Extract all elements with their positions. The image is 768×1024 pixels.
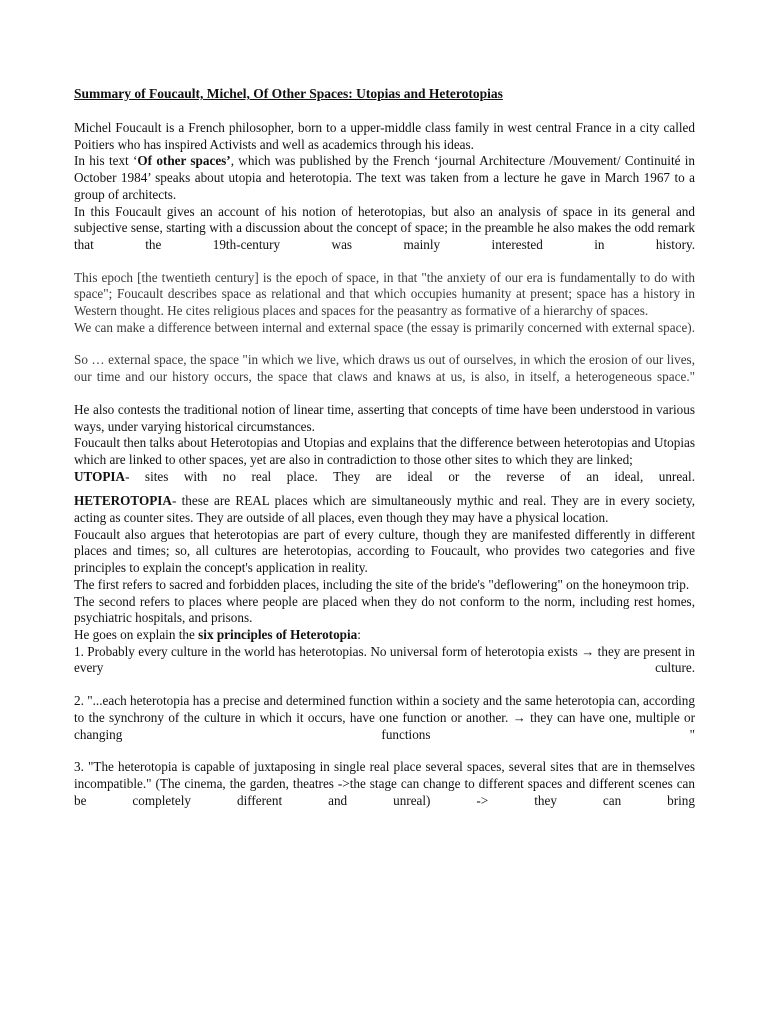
utopia-term: UTOPIA (74, 468, 126, 484)
document-title: Summary of Foucault, Michel, Of Other Spaces: Utopias and Heterotopias (74, 86, 503, 101)
text-run: : (357, 626, 361, 642)
paragraph-internal-external: We can make a difference between internal and external space (the essay is primarily concerned with external space). (74, 319, 695, 335)
text-bold: Of other spaces’ (137, 153, 231, 169)
principle-1: 1. Probably every culture in the world has heterotopias. No universal form of heterotopia exists → they are present in every culture. (74, 643, 695, 676)
paragraph-text-info (74, 153, 695, 203)
paragraph-heterotopias-utopias: Foucault then talks about Heterotopias and Utopias and explains that the difference between heterotopias and Utopias which are linked to other spaces, yet are also in contradiction to those other sites to which they are linked; (74, 435, 695, 467)
principle-3: 3. "The heterotopia is capable of juxtaposing in single real place several spaces, several sites that are in themselves incompatible." (The cinema, the garden, theatres ->the stage can change to different spaces and different scenes can be completely different and unreal) -> they can bring (74, 759, 695, 808)
text-bold: six principles of Heterotopia (198, 626, 358, 642)
paragraph-six-principles (74, 627, 695, 644)
text-run: In his text ‘ (74, 153, 138, 169)
paragraph-linear-time: He also contests the traditional notion of linear time, asserting that concepts of time have been understood in various ways, under varying historical circumstances. (74, 401, 695, 434)
text-run: , which was published by the French ‘journal Architecture /Mouvement/ Continuité in October 1984’ speaks about utopia and heterotopia. The text was taken from a lecture he gave in March 1967 to a group of architects. (74, 153, 695, 202)
text-run: - sites with no real place. They are ideal or the reverse of an ideal, unreal. (125, 468, 695, 484)
paragraph-every-culture: Foucault also argues that heterotopias are part of every culture, though they are manifested differently in different places and times; so, all cultures are heterotopias, according to Foucault, who provides two categories and five principles to explain the concept's application in reality. (74, 526, 695, 576)
text-run: He goes on explain the (74, 626, 199, 642)
paragraph-utopia (74, 469, 695, 486)
principle-2: 2. "...each heterotopia has a precise and determined function within a society and the same heterotopia can, according to the synchrony of the culture in which it occurs, have one function or another. → they can have one, multiple or changing functions " (74, 693, 695, 742)
paragraph-epoch: This epoch [the twentieth century] is the epoch of space, in that "the anxiety of our era is fundamentally to do with space"; Foucault describes space as relational and that which occupies humanity at present; space has a history in Western thought. He cites religious places and spaces for the peasantry as formative of a hierarchy of spaces. (74, 269, 695, 319)
paragraph-account: In this Foucault gives an account of his notion of heterotopias, but also an analysis of space in its general and subjective sense, starting with a discussion about the concept of space; in the preamble he also makes the odd remark that the 19th-century was mainly interested in history. (74, 203, 695, 252)
heterotopia-term: HETEROTOPIA (74, 493, 172, 509)
paragraph-external-space: So … external space, the space "in which we live, which draws us out of ourselves, in which the erosion of our lives, our time and our history occurs, the space that claws and knaws at us, is also, in itself, a heterogeneous space." (74, 352, 695, 385)
paragraph-heterotopia (74, 493, 695, 526)
paragraph-first-category: The first refers to sacred and forbidden places, including the site of the bride's "deflowering" on the honeymoon trip. (74, 576, 690, 592)
paragraph-second-category: The second refers to places where people are placed when they do not conform to the norm, including rest homes, psychiatric hospitals, and prisons. (74, 593, 695, 626)
text-run: - these are REAL places which are simultaneously mythic and real. They are in every society, acting as counter sites. They are outside of all places, even though they may have a physical location. (74, 493, 695, 526)
paragraph-intro: Michel Foucault is a French philosopher, born to a upper-middle class family in west central France in a city called Poitiers who has inspired Activists and well as academics through his ideas. (74, 120, 695, 152)
